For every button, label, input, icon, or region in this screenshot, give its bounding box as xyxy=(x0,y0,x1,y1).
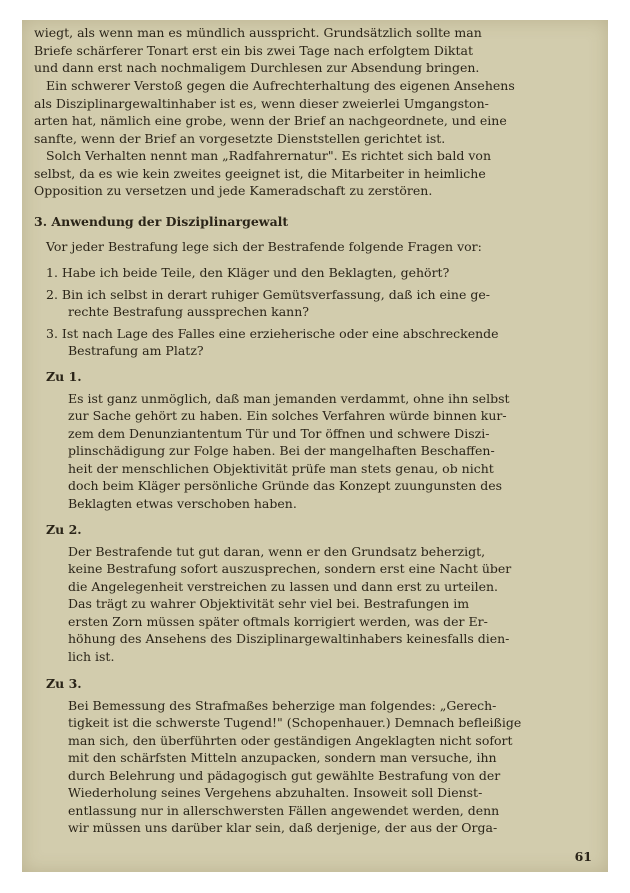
text-line: selbst, da es wie kein zweites geeignet ist, die Mitarbeiter in heimliche xyxy=(34,165,486,181)
text-line: Das trägt zu wahrer Objektivität sehr viel bei. Bestrafungen im xyxy=(68,596,470,611)
list-item: 2. Bin ich selbst in derart ruhiger Gemütsverfassung, daß ich eine ge- xyxy=(46,286,490,302)
text-line: Vor jeder Bestrafung lege sich der Bestrafende folgende Fragen vor: xyxy=(46,239,482,254)
text-line: Briefe schärferer Tonart erst ein bis zwei Tage nach erfolgtem Diktat xyxy=(34,42,473,58)
paragraph-radfahrer xyxy=(34,147,598,200)
text-line: Es ist ganz unmöglich, daß man jemanden verdammt, ohne ihn selbst xyxy=(68,390,510,406)
text-line: arten hat, nämlich eine grobe, wenn der Brief an nachgeordnete, und eine xyxy=(34,113,507,128)
section-title: 3. Anwendung der Disziplinargewalt xyxy=(34,214,289,229)
text-line: Wiederholung seines Vergehens abzuhalten. Insoweit soll Dienst- xyxy=(68,785,483,800)
text-line: Ein schwerer Verstoß gegen die Aufrechterhaltung des eigenen Ansehens xyxy=(46,78,515,93)
text-line: entlassung nur in allerschwersten Fällen angewendet werden, denn xyxy=(68,802,500,818)
text-line: mit den schärfsten Mitteln anzupacken, sondern man versuche, ihn xyxy=(68,750,497,765)
text-line: und dann erst nach nochmaligem Durchlesen zur Absendung bringen. xyxy=(34,60,480,75)
text-line: wiegt, als wenn man es mündlich ausspricht. Grundsätzlich sollte man xyxy=(34,25,482,40)
text-line: doch beim Kläger persönliche Gründe das Konzept zuungunsten des xyxy=(68,478,503,493)
text-line: durch Belehrung und pädagogisch gut gewählte Bestrafung von der xyxy=(68,767,501,783)
text-line: zur Sache gehört zu haben. Ein solches Verfahren würde binnen kur- xyxy=(68,408,507,423)
text-line: Bei Bemessung des Strafmaßes beherzige man folgendes: „Gerech- xyxy=(68,697,497,713)
text-line: man sich, den überführten oder geständigen Angeklagten nicht sofort xyxy=(68,732,513,748)
text-line: tigkeit ist die schwerste Tugend!" (Schopenhauer.) Demnach befleißige xyxy=(68,715,522,730)
list-item: 3. Ist nach Lage des Falles eine erzieherische oder eine abschreckende xyxy=(46,325,499,341)
text-line: Solch Verhalten nennt man „Radfahrernatur". Es richtet sich bald von xyxy=(46,148,491,163)
text-line: Beklagten etwas verschoben haben. xyxy=(68,495,297,511)
page-number: 61 xyxy=(574,849,592,864)
text-line: Der Bestrafende tut gut daran, wenn er den Grundsatz beherzigt, xyxy=(68,543,486,559)
text-line: Opposition zu versetzen und jede Kameradschaft zu zerstören. xyxy=(34,183,433,198)
subsection-heading: Zu 1. xyxy=(46,369,82,384)
text-line: lich ist. xyxy=(68,648,115,664)
list-item: 1. Habe ich beide Teile, den Kläger und den Beklagten, gehört? xyxy=(46,265,450,280)
book-page xyxy=(22,20,608,872)
text-line: ersten Zorn müssen später oftmals korrigiert werden, was der Er- xyxy=(68,613,488,629)
section-zu2 xyxy=(34,521,598,665)
text-line: keine Bestrafung sofort auszusprechen, sondern erst eine Nacht über xyxy=(68,561,512,576)
text-line: plinschädigung zur Folge haben. Bei der mangelhaften Beschaffen- xyxy=(68,443,495,458)
text-line: die Angelegenheit verstreichen zu lassen und dann erst zu urteilen. xyxy=(68,578,499,594)
questions-list xyxy=(34,264,598,360)
text-line: heit der menschlichen Objektivität prüfe man stets genau, ob nicht xyxy=(68,460,494,476)
section-heading xyxy=(34,213,598,231)
text-line: als Disziplinargewaltinhaber ist es, wenn dieser zweierlei Umgangston- xyxy=(34,95,489,111)
list-item-continuation: Bestrafung am Platz? xyxy=(68,343,204,358)
list-item-continuation: rechte Bestrafung aussprechen kann? xyxy=(68,304,309,319)
text-line: zem dem Denunziantentum Tür und Tor öffnen und schwere Diszi- xyxy=(68,425,490,441)
paragraph-verstoss xyxy=(34,77,598,147)
questions-intro xyxy=(34,238,598,256)
section-zu1 xyxy=(34,368,598,512)
paragraph-intro xyxy=(34,24,598,77)
text-line: wir müssen uns darüber klar sein, daß derjenige, der aus der Orga- xyxy=(68,820,498,835)
subsection-heading: Zu 2. xyxy=(46,522,82,537)
text-line: sanfte, wenn der Brief an vorgesetzte Dienststellen gerichtet ist. xyxy=(34,130,446,146)
text-line: höhung des Ansehens des Disziplinargewaltinhabers keinesfalls dien- xyxy=(68,631,510,646)
section-zu3 xyxy=(34,675,598,837)
subsection-heading: Zu 3. xyxy=(46,676,82,691)
